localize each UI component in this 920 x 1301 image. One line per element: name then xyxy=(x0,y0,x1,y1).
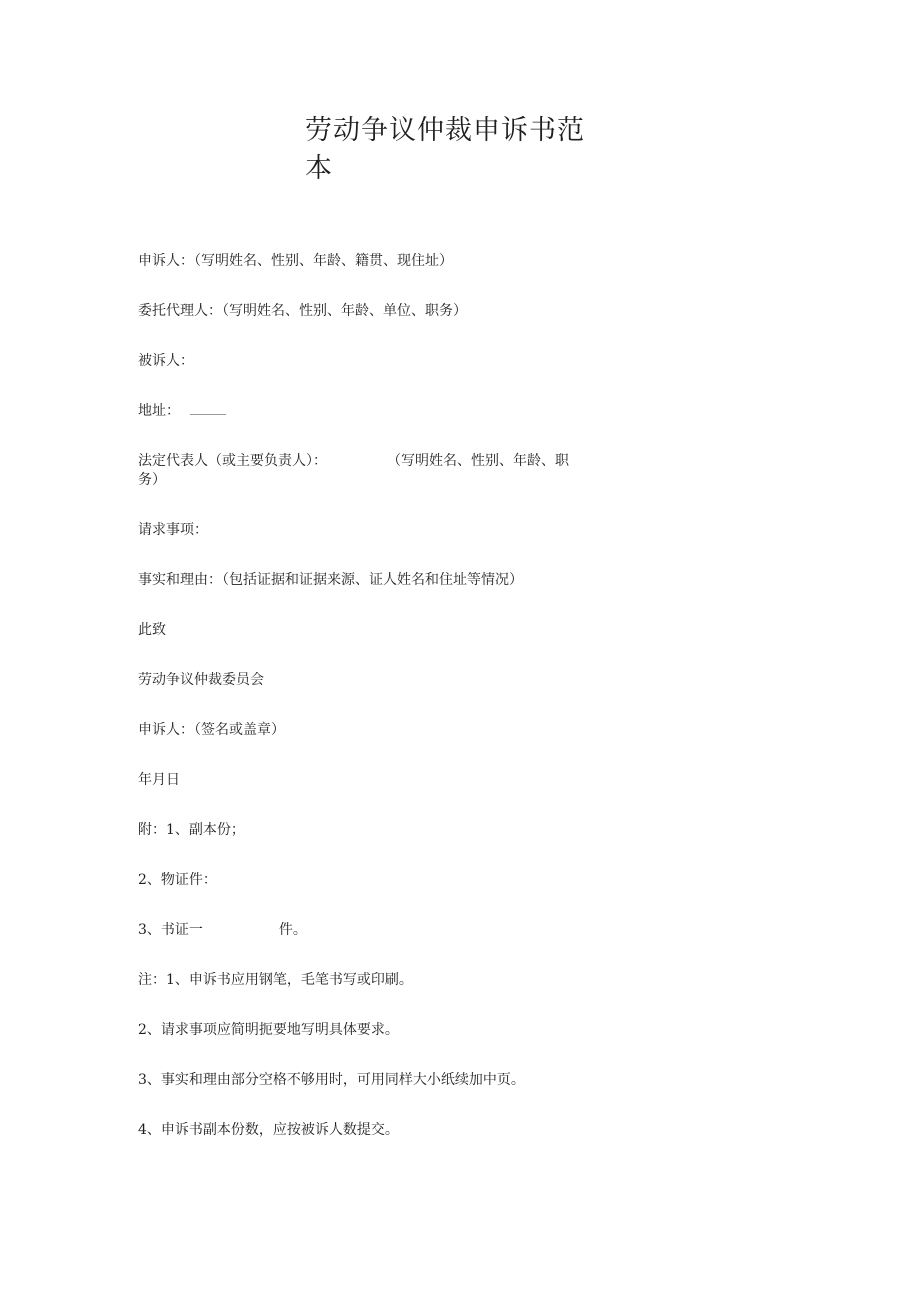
legal-rep-line xyxy=(138,451,569,471)
respondent-line: 被诉人： xyxy=(138,353,194,369)
address-label: 地址： xyxy=(138,403,180,419)
address-line xyxy=(138,401,226,421)
address-blank xyxy=(190,402,226,415)
date-line: 年月日 xyxy=(138,772,180,788)
note-2: 2、请求事项应简明扼要地写明具体要求。 xyxy=(138,1022,399,1038)
legal-rep-note-cont: 务） xyxy=(138,472,166,488)
complainant-line: 申诉人：（写明姓名、性别、年龄、籍贯、现住址） xyxy=(138,253,453,269)
committee-line: 劳动争议仲裁委员会 xyxy=(138,672,264,688)
claims-line: 请求事项： xyxy=(138,522,208,538)
note-3: 3、事实和理由部分空格不够用时，可用同样大小纸续加中页。 xyxy=(138,1072,525,1088)
document-title: 劳动争议仲裁申诉书范本 xyxy=(305,115,585,184)
legal-rep-label: 法定代表人（或主要负责人）： xyxy=(138,453,327,469)
attachment-3-post: 件。 xyxy=(278,922,307,938)
legal-rep-note: （写明姓名、性别、年龄、职 xyxy=(387,453,569,469)
attachment-3-pre: 3、书证一 xyxy=(138,922,203,938)
note-1: 注：1、申诉书应用钢笔，毛笔书写或印刷。 xyxy=(138,972,413,988)
attachment-1: 附：1、副本份； xyxy=(138,822,245,838)
salutation-line: 此致 xyxy=(138,622,166,638)
facts-line: 事实和理由：（包括证据和证据来源、证人姓名和住址等情况） xyxy=(138,572,523,588)
note-4: 4、申诉书副本份数，应按被诉人数提交。 xyxy=(138,1122,399,1138)
agent-line: 委托代理人：（写明姓名、性别、年龄、单位、职务） xyxy=(138,303,467,319)
attachment-2: 2、物证件： xyxy=(138,872,217,888)
attachment-3 xyxy=(138,920,307,940)
signature-line: 申诉人：（签名或盖章） xyxy=(138,722,285,738)
